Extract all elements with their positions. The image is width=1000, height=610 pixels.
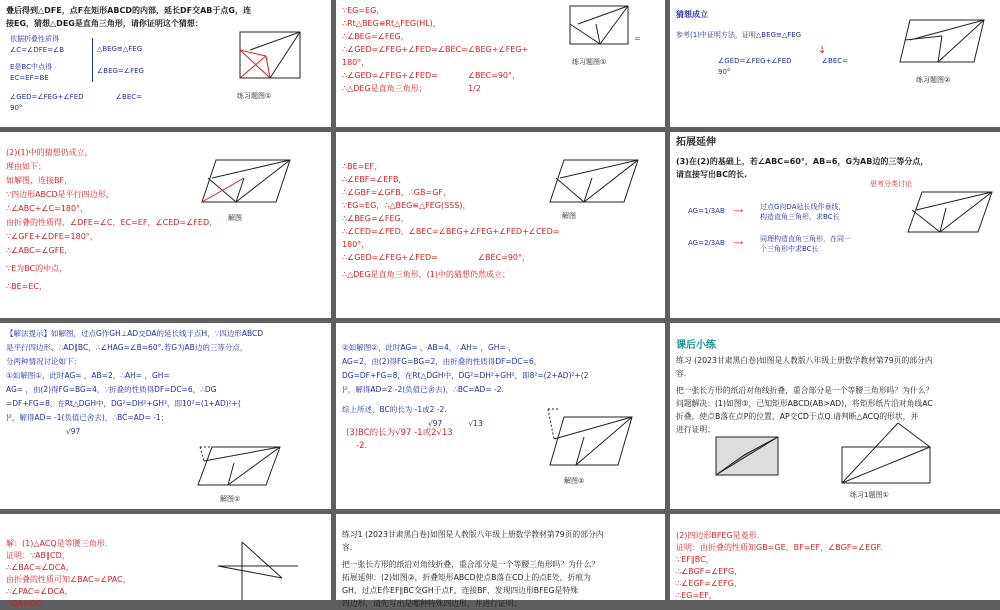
s12-line0: (2)四边形BFEG是菱形. bbox=[676, 531, 760, 540]
s1-line2: 接EG，猜想△DEG是直角三角形，请你证明这个猜想： bbox=[6, 19, 203, 28]
s9-title: 课后小练 bbox=[676, 340, 716, 351]
s11-text bbox=[342, 528, 659, 610]
s10-line0: 解：(1)△ACQ是等腰三角形. bbox=[6, 539, 108, 548]
s11-line5: 四边形，请先写出是哪种特殊四边形，并进行证明； bbox=[342, 599, 522, 608]
s7-caption: 解图① bbox=[220, 495, 241, 503]
s3-line3: ∠GED=∠FEG+∠FED bbox=[718, 57, 792, 65]
s8-ans: (3)BC的长为√97 -1或2√13 bbox=[346, 428, 453, 438]
s1-note2: ∠C=∠DFE=∠B bbox=[10, 46, 65, 54]
s3-caption: 练习题图② bbox=[916, 76, 951, 84]
s2-line1: ∴Rt△BEG≌Rt△FEG(HL)， bbox=[342, 19, 441, 28]
s9-line1: 容. bbox=[676, 369, 687, 378]
s11-line0: 练习1 (2023甘肃黑白卷)如图是人教版八年级上册数学教材第79页的部分内 bbox=[342, 530, 604, 539]
s8-line1: AG=2，由(2)得FG=BG=2，由折叠的性质得DF=DC=6， bbox=[342, 357, 542, 366]
s10-line4: ∴∠PAC=∠DCA， bbox=[6, 587, 73, 596]
s5-line8: ∴△DEG是直角三角形，(1)中的猜想仍然成立； bbox=[342, 270, 510, 279]
s2-line6: ∴△DEG是直角三角形； bbox=[342, 84, 427, 93]
s6-figure bbox=[906, 188, 996, 240]
s2-line3: ∴∠GED=∠FEG+∠FED=∠BEC=∠BEG+∠FEG+ bbox=[342, 45, 529, 54]
s6-title: 拓展延伸 bbox=[676, 137, 716, 148]
s7-line3: ①如解图①，此时AG= ，AB=2，∴AH= ，GH= bbox=[6, 371, 170, 380]
s10-line5: ∴QA=QC， bbox=[6, 599, 50, 608]
s5-line4: ∴∠BEG=∠FEG， bbox=[342, 214, 409, 223]
s9-line4: 折叠，使点B落在点P的位置，AP交CD于点Q.请判断△ACQ的形状，并 bbox=[676, 412, 919, 421]
slide-7 bbox=[0, 323, 331, 509]
s1-notes-bottom bbox=[10, 92, 142, 114]
s8-answer bbox=[346, 427, 453, 453]
s1-note1: 依据折叠性质得 bbox=[10, 35, 59, 43]
s9-line0: 练习 (2023甘肃黑白卷)如图是人教版八年级上册数学教材第79页的部分内 bbox=[676, 356, 933, 365]
s7-figure bbox=[190, 435, 285, 491]
s7-line2: 分两种情况讨论如下： bbox=[6, 357, 81, 366]
s8-line2: DG=DF+FG=8，在Rt△DGH中，DG²=DH²+GH²，即8²=(2+AD)²+(2 bbox=[342, 371, 589, 380]
s3-line1: 猜想成立 bbox=[676, 10, 708, 19]
s4-line9: ∴BE=EC， bbox=[6, 282, 47, 291]
s3-line5: 90° bbox=[718, 68, 731, 76]
s5-line0: ∴BE=EF， bbox=[342, 162, 382, 171]
s6-case2-a: 同理构造直角三角形，在同一 bbox=[760, 235, 851, 243]
s8-line0: ②如解图②，此时AG= ，AB=4，∴AH= ，GH= ， bbox=[342, 343, 516, 352]
s6-case2-desc bbox=[760, 234, 851, 254]
slide-11 bbox=[336, 514, 665, 608]
s1-notes-mid bbox=[92, 38, 144, 82]
s1-note9: 90° bbox=[10, 104, 23, 112]
s5-figure bbox=[548, 156, 643, 210]
s5-line1: ∴∠EBF=∠EFB， bbox=[342, 175, 407, 184]
s7-line6: )²，解得AD= -1(负值已舍去)，∴BC=AD= -1； bbox=[6, 413, 169, 422]
s7-line5: =DF+FG=8，在Rt△DGH中，DG²=DH²+GH²，即10²=(1+AD)²+( bbox=[6, 399, 241, 408]
s1-note6: ∠BEG=∠FEG bbox=[97, 67, 144, 75]
s11-line1: 容. bbox=[342, 543, 353, 552]
s8-line3: )²，解得AD=2 -2(负值已舍去)，∴BC=AD= -2. bbox=[342, 385, 504, 394]
s12-text bbox=[676, 530, 994, 602]
s12-line1: 证明：由折叠的性质知GB=GE，BF=EF，∠BGF=∠EGF. bbox=[676, 543, 883, 552]
s2-line2: ∴∠BEG=∠FEG， bbox=[342, 32, 409, 41]
slide-9 bbox=[670, 323, 1000, 509]
s3-line4: ∠BEC= bbox=[821, 57, 849, 65]
s2-line0: ∵EG=EG， bbox=[342, 6, 385, 15]
slide-6 bbox=[670, 132, 1000, 318]
s2-rhs-eq: = bbox=[634, 34, 641, 43]
s1-note8: ∠BEC= bbox=[115, 93, 143, 101]
s10-line1: 证明：∵AB∥CD， bbox=[6, 551, 70, 560]
s7-text bbox=[6, 327, 325, 439]
s6-case2 bbox=[688, 238, 749, 249]
slide-4 bbox=[0, 132, 331, 318]
s4-line1: 理由如下： bbox=[6, 162, 46, 171]
s11-line3: 拓展延伸：(2)如图②，折叠矩形ABCD使点B落在CD上的点E处，折痕为 bbox=[342, 573, 591, 582]
s1-caption: 练习题图① bbox=[237, 92, 272, 100]
s4-line7: ∴∠ABC=∠GFE， bbox=[6, 246, 73, 255]
s1-notes-left bbox=[10, 34, 64, 84]
s1-note7: ∠GED=∠FEG+∠FED bbox=[10, 93, 84, 101]
s2-line5 bbox=[342, 69, 659, 82]
slide-12 bbox=[670, 514, 1000, 600]
s3-figure bbox=[900, 12, 990, 72]
slide-5 bbox=[336, 132, 665, 318]
s4-caption: 解图 bbox=[228, 214, 242, 222]
s8-r2: √13 bbox=[468, 419, 483, 428]
slide-3 bbox=[670, 0, 1000, 127]
s5-line3: ∵EG=EG，∴△BEG≌△FEG(SSS)， bbox=[342, 201, 471, 210]
s8-r1: √97 bbox=[428, 419, 443, 428]
s2-line5-text: ∴∠GED=∠FEG+∠FED= bbox=[342, 71, 438, 80]
s1-note5: △BEG≌△FEG bbox=[97, 45, 143, 53]
s5-line5: ∴∠CED=∠FED，∠BEC=∠BEG+∠FEG+∠FED+∠CED= bbox=[342, 227, 560, 236]
s12-line3: ∴∠BGF=∠EFG， bbox=[676, 567, 743, 576]
s5-line7-text: ∴∠GED=∠FEG+∠FED= bbox=[342, 253, 438, 262]
s5-line2: ∴∠GBF=∠GFB，∴GB=GF， bbox=[342, 188, 451, 197]
s12-line2: ∵EF∥BC， bbox=[676, 555, 714, 564]
s6-q2: 请直接写出BC的长. bbox=[676, 170, 748, 179]
s11-line2: 把一张长方形的纸沿对角线折叠，重合部分是一个等腰三角形吗？为什么？ bbox=[342, 560, 600, 569]
s2-rhs2: ∠BEC=90°， bbox=[467, 71, 520, 80]
s4-line2: 如解图，连接BF， bbox=[6, 176, 73, 185]
s7-line0: 【解法提示】如解图，过点G作GH⊥AD交DA的延长线于点H，∵四边形ABCD bbox=[6, 329, 264, 338]
s8-caption: 解图② bbox=[564, 477, 585, 485]
s7-line1: 是平行四边形，∴AD∥BC，∴∠HAG=∠B=60°.若G为AB边的三等分点， bbox=[6, 343, 248, 352]
slide-2 bbox=[336, 0, 665, 127]
s4-line8: ∵E为BC的中点， bbox=[6, 264, 68, 273]
s6-arrow2: ⟶ bbox=[733, 239, 744, 247]
s9-figure bbox=[838, 421, 938, 487]
s6-case1-a: 过点G向DA延长线作垂线， bbox=[760, 203, 846, 211]
s6-case1-desc bbox=[760, 202, 845, 222]
s4-line3: ∵四边形ABCD是平行四边形， bbox=[6, 190, 114, 199]
s5-line6: 180°， bbox=[342, 240, 370, 249]
slide-10 bbox=[0, 514, 331, 608]
s10-figure bbox=[212, 542, 302, 600]
s4-line0: (2)(1)中的猜想仍成立， bbox=[6, 148, 93, 157]
s6-case2-b: 个三角形中求BC长 bbox=[760, 245, 819, 253]
s12-line5: ∴EG=EF， bbox=[676, 591, 717, 600]
s6-case1-b: 构造直角三角形，求BC长 bbox=[760, 213, 840, 221]
s3-arrow: ↓ bbox=[818, 45, 827, 56]
s4-figure bbox=[200, 156, 295, 210]
s4-line5: 由折叠的性质得，∠DFE=∠C，EC=EF，∠CED=∠FED， bbox=[6, 218, 218, 227]
s1-figure bbox=[232, 26, 307, 88]
s7-sqrt: √97 bbox=[66, 427, 81, 436]
s3-line2: 参考(1)中证明方法，证明△BEG≌△FEG bbox=[676, 31, 802, 39]
s5-rhs: ∠BEC=90°， bbox=[477, 253, 530, 262]
s2-line4: 180°， bbox=[342, 58, 370, 67]
s4-line4: ∴∠ABC+∠C=180°， bbox=[6, 204, 89, 213]
s8-ans2: -2. bbox=[356, 441, 368, 451]
s6-case2-label: AG=2/3AB bbox=[688, 239, 725, 247]
s6-arrow1: ⟶ bbox=[733, 207, 744, 215]
s9-caption: 练习1题图① bbox=[850, 491, 889, 499]
s9-fold-figure bbox=[714, 431, 784, 481]
s6-case1-label: AG=1/3AB bbox=[688, 207, 725, 215]
s2-frac: 1/2 bbox=[468, 84, 481, 93]
s6-q1: (3)在(2)的基础上，若∠ABC=60°，AB=6，G为AB边的三等分点， bbox=[676, 157, 929, 166]
s9-line3: 问题解决：(1)如图①，已知矩形ABCD(AB>AD)，将矩形纸片沿对角线AC bbox=[676, 399, 933, 408]
s5-line7 bbox=[342, 251, 659, 264]
slide-1 bbox=[0, 0, 331, 127]
s9-line5: 进行证明； bbox=[676, 425, 715, 434]
s9-text bbox=[676, 354, 994, 436]
s11-line4: GH，过点E作EF∥BC交GH于点F，连接BF，发现四边形BFEG是特殊 bbox=[342, 586, 578, 595]
s6-think: 思考分类讨论 bbox=[870, 180, 912, 188]
s7-line4: AG= ，由(2)得FG=BG=4，∵折叠的性质得DF=DC=6，∴DG bbox=[6, 385, 217, 394]
s8-line4: 综上所述，BC的长为 -1或2 -2. bbox=[342, 405, 447, 414]
s8-figure bbox=[536, 403, 636, 473]
s2-figure bbox=[564, 4, 634, 52]
s12-line4: ∴∠EGF=∠EFG， bbox=[676, 579, 742, 588]
s4-line6: ∵∠GFE+∠DFE=180°， bbox=[6, 232, 98, 241]
slide-8 bbox=[336, 323, 665, 509]
s6-case1 bbox=[688, 206, 749, 217]
s10-line3: 由折叠的性质可知∠BAC=∠PAC， bbox=[6, 575, 131, 584]
s9-line2: 把一张长方形的纸沿对角线折叠，重合部分是一个等腰三角形吗？为什么？ bbox=[676, 386, 934, 395]
s5-caption: 解图 bbox=[562, 212, 576, 220]
s3-eq bbox=[718, 56, 848, 78]
s1-note4: EC=EF=BE bbox=[10, 74, 49, 82]
s1-note3: E是BC中点得 bbox=[10, 63, 52, 71]
s10-line2: ∴∠BAC=∠DCA， bbox=[6, 563, 74, 572]
s1-line1: 叠后得到△DFE，点F在矩形ABCD的内部，延长DF交AB于点G，连 bbox=[6, 6, 251, 15]
s2-caption: 练习题图① bbox=[572, 58, 607, 66]
